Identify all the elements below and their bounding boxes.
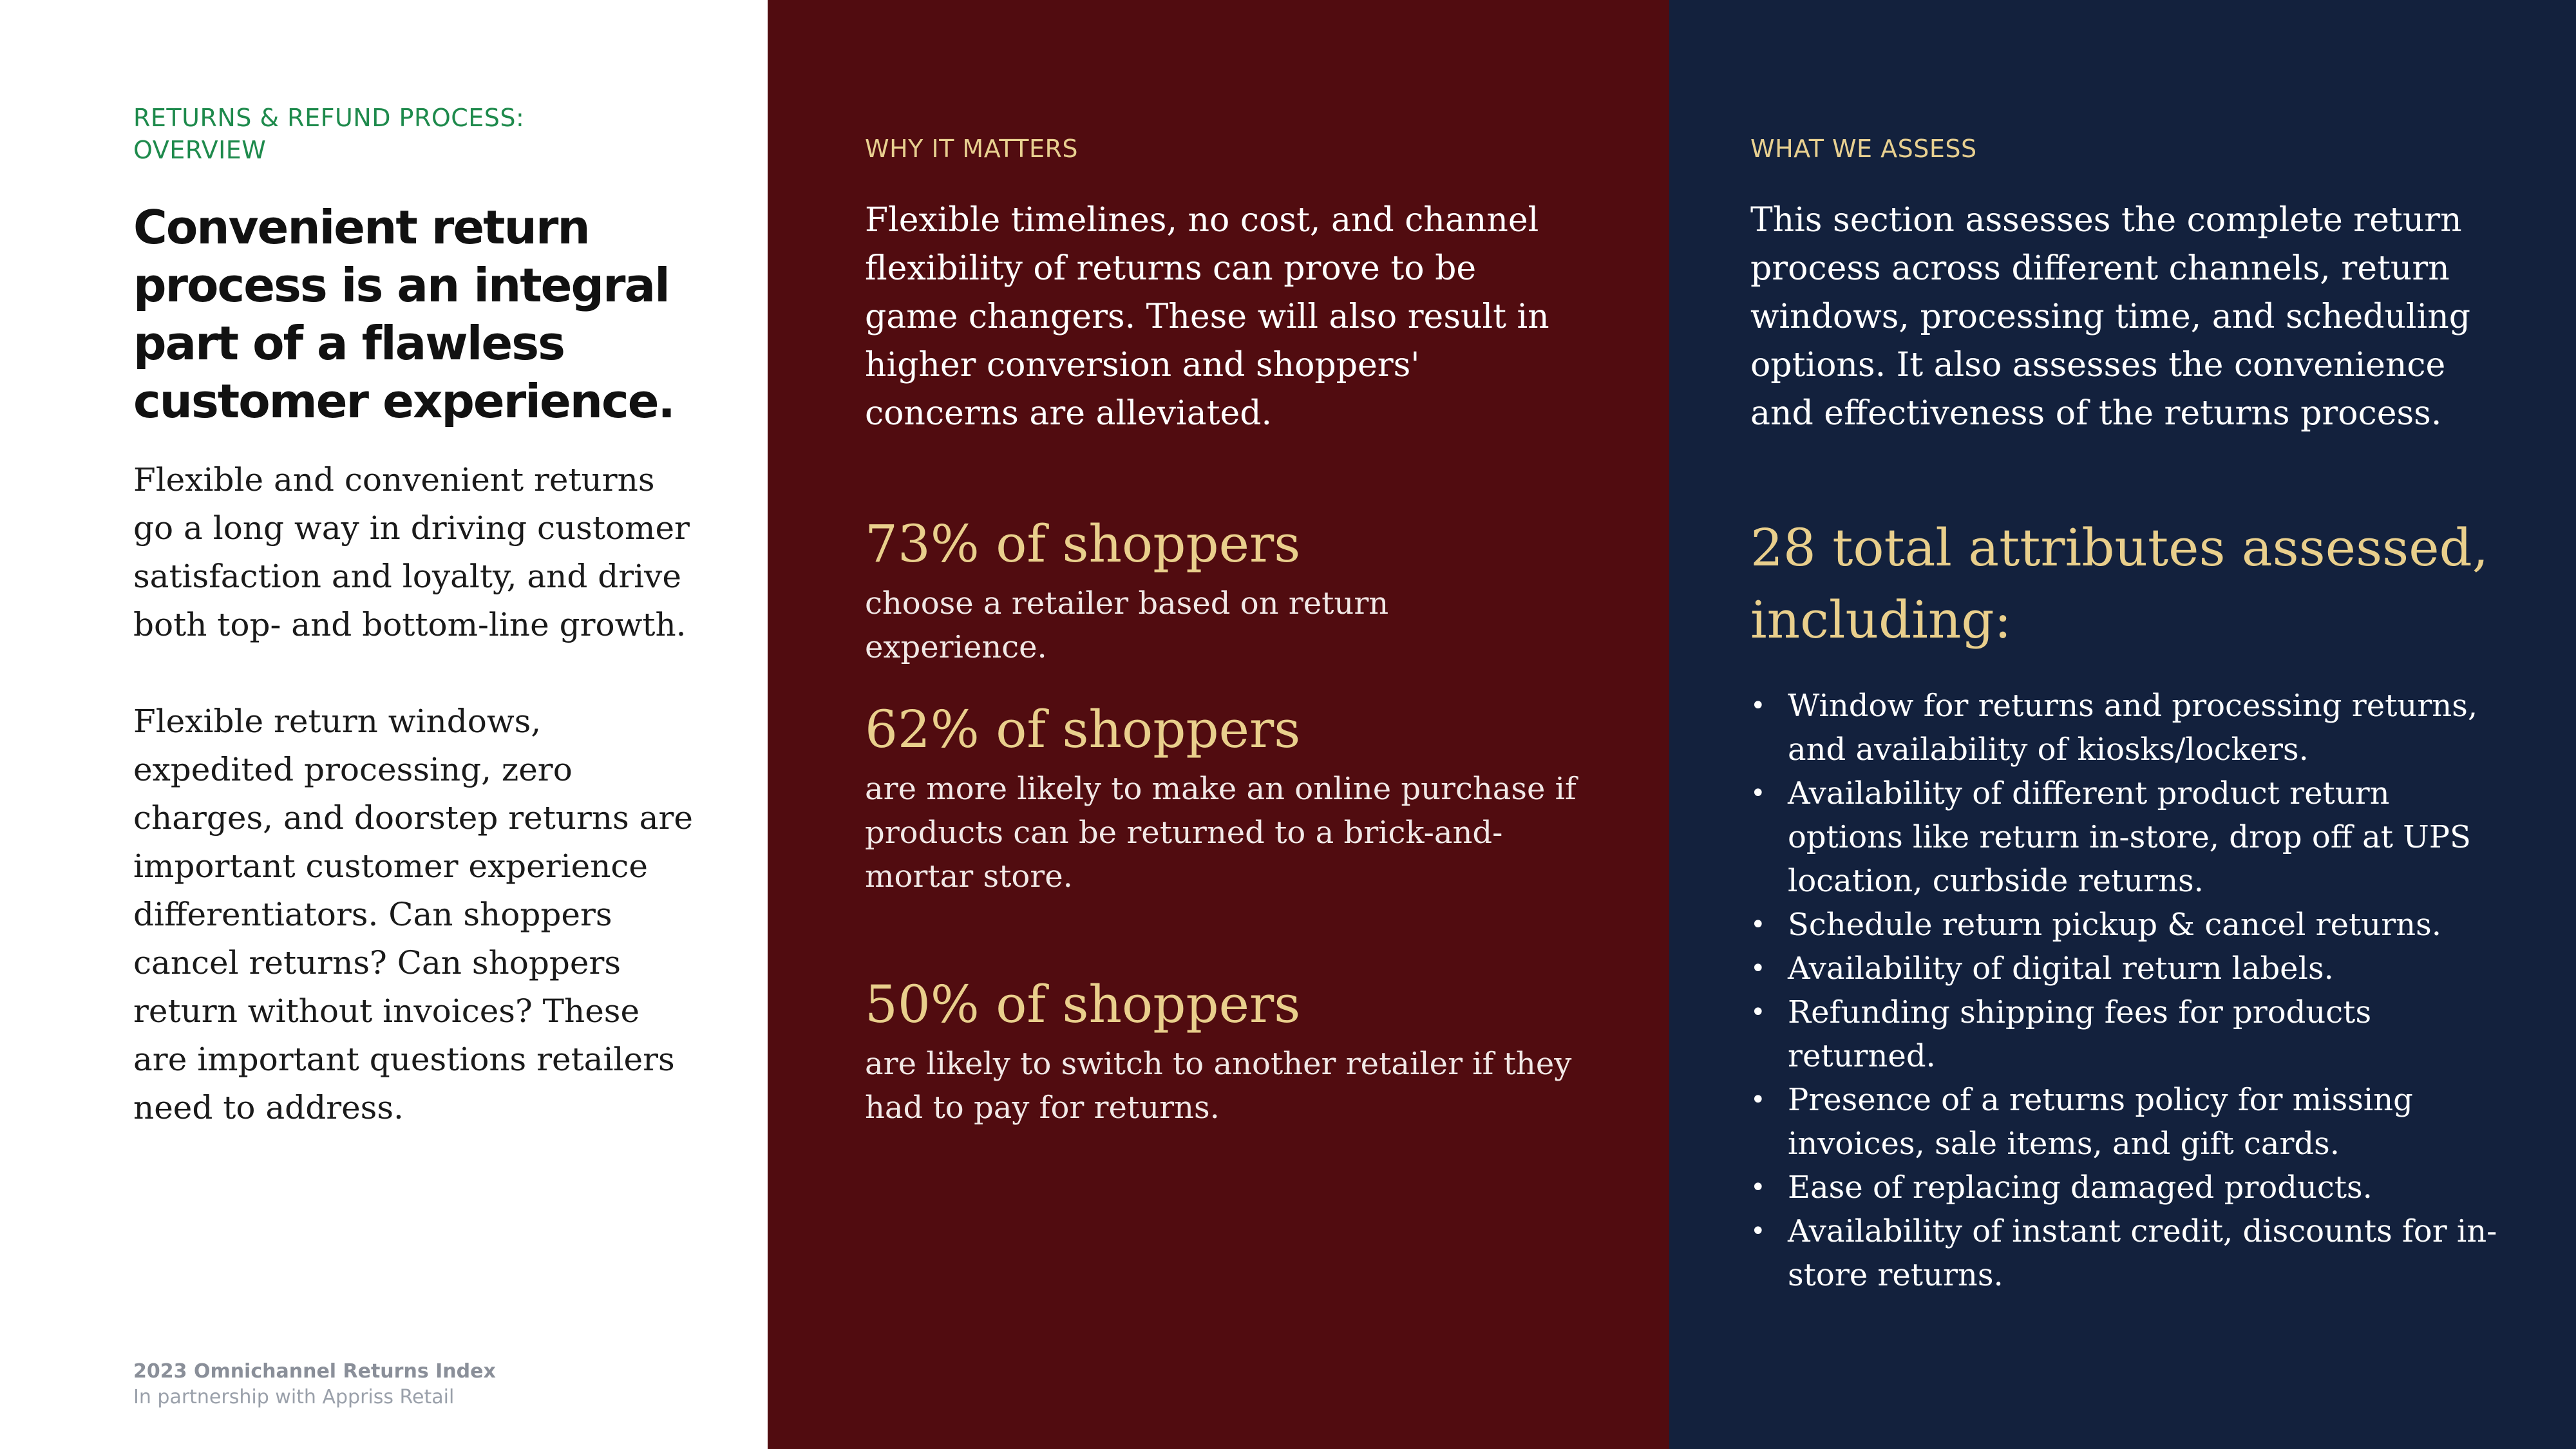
why-it-matters-kicker: WHY IT MATTERS [865,135,1079,163]
list-item-text: Availability of instant credit, discounts for in-store returns. [1788,1213,2497,1293]
stat-figure: 62% of shoppers [865,699,1301,759]
footer [133,1359,496,1410]
why-it-matters-intro: Flexible timelines, no cost, and channel flexibility of returns can prove to be game changers. These will also result in higher conversion and shoppers' concerns are alleviated. [865,201,1549,433]
bullet-icon: • [1750,691,1766,721]
stat-block [865,697,1580,898]
list-item [1750,1166,2510,1209]
bullet-icon: • [1750,1085,1766,1115]
overview-paragraph-1: Flexible and convenient returns go a long way in driving customer satisfaction and loyalty, and drive both top- and bottom-line growth. [133,461,690,643]
list-item-text: Window for returns and processing returns, and availability of kiosks/lockers. [1788,688,2478,768]
attributes-heading: 28 total attributes assessed, including: [1750,518,2489,650]
list-item [1750,990,2510,1078]
stat-block [865,512,1580,669]
bullet-icon: • [1750,779,1766,808]
list-item-text: Schedule return pickup & cancel returns. [1788,907,2441,943]
why-it-matters-panel [768,0,1669,1449]
list-item-text: Refunding shipping fees for products returned. [1788,994,2372,1074]
what-we-assess-kicker: WHAT WE ASSESS [1750,135,1977,163]
page-headline: Convenient return process is an integral part of a flawless customer experience. [133,200,674,428]
attributes-list [1750,684,2510,1297]
stat-description: choose a retailer based on return experience. [865,585,1389,665]
list-item [1750,772,2510,903]
what-we-assess-panel [1669,0,2576,1449]
bullet-icon: • [1750,954,1766,983]
list-item [1750,1078,2510,1166]
list-item [1750,1209,2510,1297]
what-we-assess-intro: This section assesses the complete return process across different channels, return windows, processing time, and scheduling options. It also assesses the convenience and effectiveness of the returns process. [1750,201,2470,433]
list-item-text: Presence of a returns policy for missing invoices, sale items, and gift cards. [1788,1082,2413,1162]
list-item [1750,684,2510,772]
list-item-text: Availability of digital return labels. [1788,951,2334,987]
list-item [1750,947,2510,990]
footer-subtitle: In partnership with Appriss Retail [133,1386,455,1408]
overview-panel [0,0,768,1449]
section-kicker: RETURNS & REFUND PROCESS: OVERVIEW [133,104,525,164]
bullet-icon: • [1750,910,1766,940]
overview-paragraph-2: Flexible return windows, expedited processing, zero charges, and doorstep returns are important customer experience differentiators. Can shoppers cancel returns? Can shoppers return without invoices? These are important questions retailers need to address. [133,703,693,1126]
stat-figure: 73% of shoppers [865,514,1301,574]
list-item [1750,903,2510,947]
stat-description: are more likely to make an online purchase if products can be returned to a brick-and-mortar store. [865,771,1577,895]
list-item-text: Ease of replacing damaged products. [1788,1170,2372,1206]
stat-description: are likely to switch to another retailer if they had to pay for returns. [865,1046,1572,1126]
list-item-text: Availability of different product return options like return in-store, drop off at UPS location, curbside returns. [1788,775,2471,899]
bullet-icon: • [1750,1217,1766,1246]
bullet-icon: • [1750,1173,1766,1202]
stat-figure: 50% of shoppers [865,974,1301,1034]
bullet-icon: • [1750,998,1766,1027]
stat-block [865,972,1580,1130]
footer-title: 2023 Omnichannel Returns Index [133,1360,496,1383]
